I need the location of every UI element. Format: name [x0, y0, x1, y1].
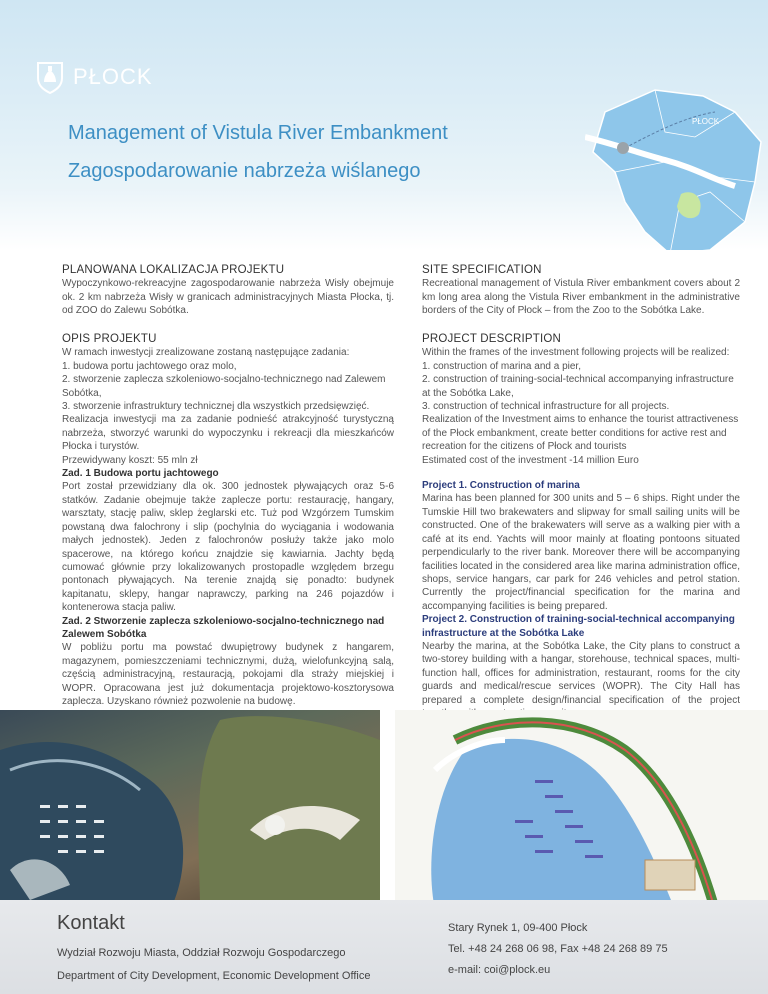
project2-heading-en: Project 2. Construction of training-social-technical accompanying infrastructure at the Sobótka Lake [422, 614, 735, 639]
contact-address: Stary Rynek 1, 09-400 Płock [448, 922, 588, 934]
description-line-pl: 2. stworzenie zaplecza szkoleniowo-socjalno-technicznego nad Zalewem Sobótka, [62, 374, 386, 399]
contact-email[interactable]: e-mail: coi@plock.eu [448, 964, 551, 976]
description-heading-pl: OPIS PROJEKTU [62, 333, 157, 345]
english-column [422, 264, 740, 318]
description-line-pl: Realizacja inwestycji ma za zadanie podnieść atrakcyjność turystyczną nabrzeża, stworzyć warunki do wypoczynku i rekreacji dla mieszkańców Płocka i turystów. [62, 414, 394, 453]
description-line-pl: W ramach inwestycji zrealizowane zostaną następujące zadania: [62, 347, 350, 359]
site-heading-en: SITE SPECIFICATION [422, 264, 542, 276]
city-map-illustration [585, 82, 765, 250]
description-line-en: 2. construction of training-social-technical accompanying infrastructure at the Sobótka Lake, [422, 374, 734, 399]
location-heading-pl: PLANOWANA LOKALIZACJA PROJEKTU [62, 264, 285, 276]
department-polish: Wydział Rozwoju Miasta, Oddział Rozwoju Gospodarczego [57, 947, 346, 959]
description-line-en: 1. construction of marina and a pier, [422, 360, 581, 372]
title-polish: Zagospodarowanie nabrzeża wiślanego [68, 160, 421, 182]
description-line-pl: 3. stworzenie infrastruktury technicznej dla wszystkich przedsięwzięć. [62, 401, 370, 413]
location-text-pl: Wypoczynkowo-rekreacyjne zagospodarowanie nabrzeża Wisły obejmuje ok. 2 km nabrzeża Wisły w granicach administracyjnych Miasta Płocka, tj. od ZOO do Zalewu Sobótka. [62, 278, 394, 317]
project1-text-en: Marina has been planned for 300 units and 5 – 6 ships. Right under the Tumskie Hill two brakewaters and slipway for small sailing units will be constructed. One of the brakewaters will serve as a walking pier with a café at its end. Yachts will moor mainly at floating pontoons situated perpendicularly to the river bank. Moreover there will be accompanying facilities located in the considered area like marina administration office, shops, service hangars, car park for 246 vehicles and petrol station. Currently the project/financial specification for the marina and accompanying facilities is being prepared. [422, 493, 740, 612]
description-line-en: 3. construction of technical infrastructure for all projects. [422, 401, 670, 413]
description-line-en: Within the frames of the investment following projects will be realized: [422, 347, 730, 359]
polish-column [62, 264, 394, 318]
city-logo [35, 60, 153, 94]
project1-heading-en: Project 1. Construction of marina [422, 480, 580, 492]
task1-text-pl: Port został przewidziany dla ok. 300 jednostek pływających oraz 5-6 statków. Zadanie obejmuje także zaplecze portu: restaurację, hangary, warsztaty, stację paliw, sklep żeglarski etc. Tuż pod Wzgórzem Tumskim powstaną dwa falochrony i slip (pochylnia do wyciągania i wodowania małych jednostek). Jeden z falochronów posłuży także jako molo spacerowe, na którego końcu znajdzie się kawiarnia. Jachty będą cumować głównie przy lokalizowanych prostopadle względem brzegu pontonach pływających. Na terenie znajdą się ponadto: budynek kapitanatu, sklepy, hangar naprawczy, parking na 246 pojazdów i kontenerowa stacja paliw. [62, 481, 394, 614]
project2-text-en: Nearby the marina, at the Sobótka Lake, the City plans to construct a two-storey building with a hangar, storehouse, technical spaces, multi-function hall, offices for administration, restaurant, rooms for the city guards and medical/rescue services (WOPR). The City Hall has prepared a complete design/financial specification of the project [422, 640, 740, 706]
description-heading-en: PROJECT DESCRIPTION [422, 333, 562, 345]
cost-line-pl: Przewidywany koszt: 55 mln zł [62, 454, 198, 466]
task2-text-pl: W pobliżu portu ma powstać dwupiętrowy budynek z hangarem, magazynem, pomieszczeniami technicznymi, dużą, wielofunkcyjną salą, częścią administracyjną, restauracją, pokojami dla straży miejskiej i WOPR. Opracowana jest już dokumentacja projektowo-kosztorysowa zaplecza. Uzyskano również pozwolenie na budowę. [62, 642, 394, 707]
site-text-en: Recreational management of Vistula River embankment covers about 2 km long area along the Vistula River embankment in the administrative borders of the City of Płock – from the Zoo to the Sobótka Lake. [422, 278, 740, 317]
logo-text: PŁOCK [73, 64, 153, 89]
map-city-label: PŁOCK [692, 117, 720, 126]
title-english: Management of Vistula River Embankment [68, 122, 448, 144]
description-line-en: Realization of the Investment aims to enhance the tourist attractiveness of the Płock embankment, create better conditions for active rest and recreation for the citizens of Płock and tourists [422, 414, 739, 453]
task2-heading-pl: Zad. 2 Stworzenie zaplecza szkoleniowo-socjalno-technicznego nad Zalewem Sobótka [62, 615, 385, 640]
polish-description [62, 333, 394, 708]
header-banner [0, 0, 768, 250]
description-line-pl: 1. budowa portu jachtowego oraz molo, [62, 360, 237, 372]
coat-of-arms-icon [35, 60, 65, 94]
cost-line-en: Estimated cost of the investment -14 million Euro [422, 454, 639, 466]
marina-site-plan-image [395, 710, 768, 910]
department-english: Department of City Development, Economic Development Office [57, 970, 371, 982]
marina-rendering-image [0, 710, 380, 910]
contact-heading: Kontakt [57, 912, 125, 934]
english-description [422, 333, 740, 720]
task1-heading-pl: Zad. 1 Budowa portu jachtowego [62, 468, 219, 480]
contact-phone: Tel. +48 24 268 06 98, Fax +48 24 268 89 75 [448, 943, 668, 955]
